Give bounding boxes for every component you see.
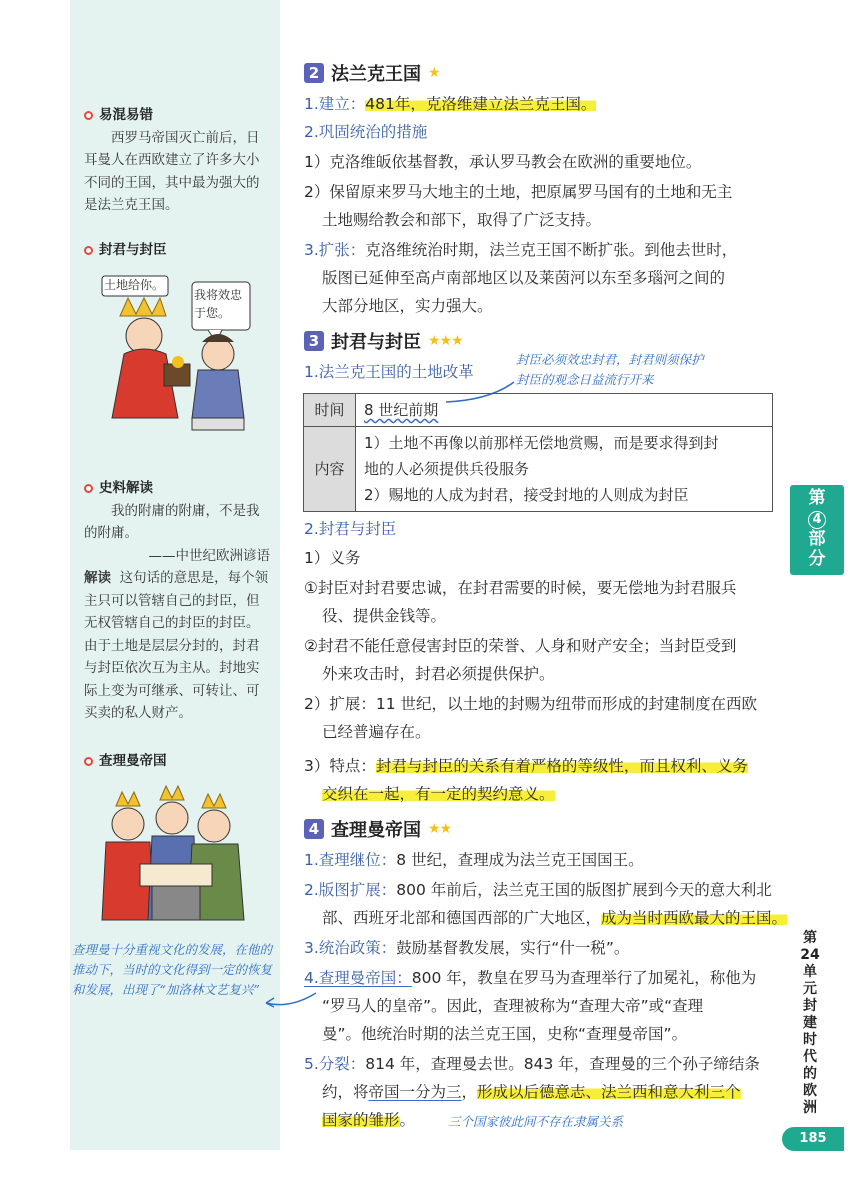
- table-value: 8 世纪前期: [356, 394, 773, 427]
- explain-label: 解读: [84, 570, 111, 586]
- quote-text: 我的附庸的附庸，不是我的附庸。: [84, 502, 260, 541]
- extension-line: 2）扩展：11 世纪，以土地的封赐为纽带而形成的封建制度在西欧: [304, 695, 758, 713]
- consolidate-label: 2.巩固统治的措施: [304, 123, 428, 141]
- note-source: [84, 477, 270, 725]
- feature-line: 3）特点：封君与封臣的关系有着严格的等级性，而且权利、义务: [304, 757, 748, 775]
- measure-1: 1）克洛维皈依基督教，承认罗马教会在欧洲的重要地位。: [304, 153, 702, 171]
- land-reform-table: [303, 393, 773, 512]
- bullet-icon: [84, 246, 93, 255]
- territory-cont: 部、西班牙北部和德国西部的广大地区，成为当时西欧最大的王国。: [322, 909, 788, 927]
- part-number: 4: [808, 511, 826, 529]
- founding-line: 1.建立：481年，克洛维建立法兰克王国。: [304, 95, 597, 113]
- star-icon: ★★★: [428, 333, 463, 349]
- section-title: 封君与封臣: [331, 332, 421, 353]
- explain-block: [84, 567, 270, 725]
- section-number: 4: [304, 819, 324, 839]
- expansion-cont: 版图已延伸至高卢南部地区以及莱茵河以东至多瑙河之间的: [322, 269, 726, 287]
- empire-cont: “罗马人的皇帝”。因此，查理被称为“查理大帝”或“查理: [322, 997, 704, 1015]
- split-cont: 约，将帝国一分为三，形成以后德意志、法兰西和意大利三个: [322, 1083, 741, 1101]
- policy-line: 3.统治政策：鼓励基督教发展，实行“什一税”。: [304, 939, 630, 957]
- page-number: 185: [782, 1127, 844, 1151]
- star-icon: ★: [428, 65, 440, 81]
- bubble-right: 我将效忠于您。: [194, 288, 243, 320]
- section-title: 查理曼帝国: [331, 820, 421, 841]
- measure-2-cont: 土地赐给教会和部下，取得了广泛支持。: [322, 211, 602, 229]
- sidebar-handnote: 查理曼十分重视文化的发展，在他的推动下，当时的文化得到一定的恢复和发展，出现了“加洛林文艺复兴”: [72, 942, 273, 997]
- note-title: 易混易错: [99, 107, 153, 123]
- note-title: 封君与封臣: [99, 242, 167, 258]
- section-number: 3: [304, 331, 324, 351]
- duty-1: ①封臣对封君要忠诚，在封君需要的时候，要无偿地为封君服兵: [304, 579, 737, 597]
- expansion-line: 3.扩张：克洛维统治时期，法兰克王国不断扩张。到他去世时，: [304, 241, 738, 259]
- section-heading: [304, 816, 451, 842]
- note-lord-vassal: [84, 239, 270, 262]
- table-row: [304, 427, 773, 512]
- table-value: 1）土地不再像以前那样无偿地赏赐，而是要求得到封 地的人必须提供兵役服务 2）赐地的人成为封君，接受封地的人则成为封臣: [356, 427, 773, 512]
- section-number: 2: [304, 63, 324, 83]
- charlemagne-illustration: [96, 780, 256, 930]
- section-heading: [304, 328, 463, 354]
- table-row: [304, 394, 773, 427]
- duty-label: 1）义务: [304, 549, 361, 567]
- star-icon: ★★: [428, 821, 452, 837]
- note-title: 史料解读: [99, 480, 153, 496]
- arrow-icon: [262, 985, 322, 1015]
- duty-2-cont: 外来攻击时，封君必须提供保护。: [322, 665, 555, 683]
- measure-2: 2）保留原来罗马大地主的土地，把原属罗马国有的土地和无主: [304, 183, 733, 201]
- explain-text: 这句话的意思是，每个领主只可以管辖自己的封臣，但无权管辖自己的封臣的封臣。由于土地是层层分封的，封君与封臣依次互为主从。封地实际上变为可继承、可转让、可买卖的私人财产。: [84, 570, 269, 721]
- split-line: 5.分裂：814 年，查理曼去世。843 年，查理曼的三个孙子缔结条: [304, 1055, 760, 1073]
- part-tab: 第 4 部 分: [790, 485, 844, 575]
- split-cont: 国家的雏形。: [322, 1111, 416, 1129]
- section-title: 法兰克王国: [331, 64, 421, 85]
- empire-cont: 曼”。他统治时期的法兰克王国，史称“查理曼帝国”。: [322, 1025, 688, 1043]
- succession-line: 1.查理继位：8 世纪，查理成为法兰克王国国王。: [304, 851, 644, 869]
- land-reform-label: 1.法兰克王国的土地改革: [304, 363, 474, 381]
- feature-cont: 交织在一起，有一定的契约意义。: [322, 785, 555, 803]
- relation-label: 2.封君与封臣: [304, 520, 397, 538]
- bubble-left: 土地给你。: [104, 278, 165, 292]
- section-heading: [304, 60, 440, 86]
- bullet-icon: [84, 111, 93, 120]
- note-charlemagne: [84, 750, 270, 773]
- table-key: 时间: [304, 394, 356, 427]
- quote-attribution: ——中世纪欧洲谚语: [148, 547, 270, 564]
- handnote-top: 封臣的观念日益流行开来: [516, 372, 654, 387]
- note-title: 查理曼帝国: [99, 753, 167, 769]
- territory-line: 2.版图扩展：800 年前后，法兰克王国的版图扩展到今天的意大利北: [304, 881, 772, 899]
- duty-2: ②封君不能任意侵害封臣的荣誉、人身和财产安全；当封臣受到: [304, 637, 737, 655]
- duty-1-cont: 役、提供金钱等。: [322, 607, 447, 625]
- empire-line: 4.查理曼帝国：800 年，教皇在罗马为查理举行了加冕礼，称他为: [304, 969, 757, 987]
- bullet-icon: [84, 757, 93, 766]
- table-key: 内容: [304, 427, 356, 512]
- expansion-cont: 大部分地区，实力强大。: [322, 297, 493, 315]
- bullet-icon: [84, 484, 93, 493]
- chapter-vertical-title: 第24单元 封建时代的欧洲: [800, 930, 820, 1116]
- handnote-bottom: 三个国家彼此间不存在隶属关系: [448, 1114, 624, 1129]
- note-text: 西罗马帝国灭亡前后，日耳曼人在西欧建立了许多大小不同的王国，其中最为强大的是法兰克王国。: [84, 129, 260, 213]
- note-confusion: [84, 104, 270, 217]
- handnote-top: 封臣必须效忠封君，封君则须保护: [516, 352, 704, 367]
- extension-cont: 已经普遍存在。: [322, 723, 431, 741]
